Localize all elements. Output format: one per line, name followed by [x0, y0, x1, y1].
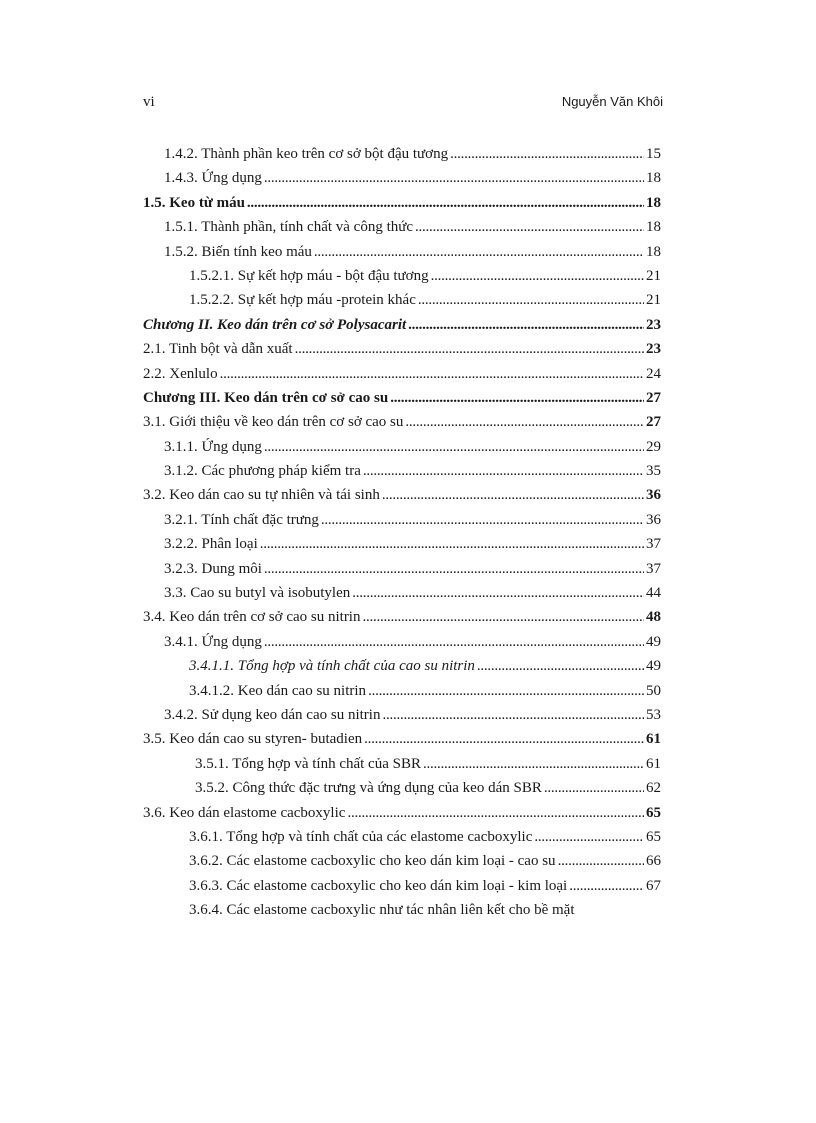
- toc-entry: [143, 366, 661, 390]
- toc-entry: [143, 219, 661, 243]
- toc-entry-label: 3.6.4. Các elastome cacboxylic như tác nhân liên kết cho bề mặt: [189, 902, 575, 919]
- toc-entry-page: 18: [646, 170, 661, 187]
- toc-entry-label: 3.2.1. Tính chất đặc trưng: [164, 511, 319, 528]
- toc-entry: [143, 292, 661, 316]
- toc-entry: [143, 585, 661, 609]
- toc-entry-label: 3.4. Keo dán trên cơ sở cao su nitrin: [143, 609, 361, 626]
- toc-entry-label: 3.6.3. Các elastome cacboxylic cho keo dán kim loại - kim loại: [189, 877, 568, 894]
- toc-entry-page: 36: [646, 511, 661, 528]
- toc-entry: [143, 536, 661, 560]
- toc-entry-label: 3.6.1. Tổng hợp và tính chất của các elastome cacboxylic: [189, 828, 533, 845]
- dot-leader: [477, 658, 644, 675]
- toc-entry-page: 18: [646, 219, 661, 236]
- toc-entry: [143, 829, 661, 853]
- toc-entry-label: 2.2. Xenlulo: [143, 365, 218, 382]
- toc-entry: [143, 439, 661, 463]
- toc-entry-label: 3.3. Cao su butyl và isobutylen: [164, 585, 351, 602]
- toc-entry-page: 21: [646, 267, 661, 284]
- dot-leader: [264, 634, 644, 651]
- toc-entry-label: 3.1. Giới thiệu về keo dán trên cơ sở cao su: [143, 414, 404, 431]
- dot-leader: [321, 512, 644, 529]
- toc-entry: [143, 683, 661, 707]
- toc-entry-label: 3.1.2. Các phương pháp kiểm tra: [164, 463, 361, 480]
- toc-entry: [143, 561, 661, 585]
- toc-entry-page: 67: [646, 877, 661, 894]
- toc-entry-label: 1.4.2. Thành phần keo trên cơ sở bột đậu tương: [164, 146, 449, 162]
- toc-entry-page: 50: [646, 682, 661, 699]
- dot-leader: [314, 244, 644, 261]
- toc-entry-page: 37: [646, 560, 661, 577]
- toc-entry: [143, 634, 661, 658]
- toc-entry-page: 44: [646, 585, 661, 602]
- toc-entry: [143, 341, 661, 365]
- dot-leader: [264, 439, 644, 456]
- dot-leader: [423, 756, 644, 773]
- dot-leader: [363, 463, 644, 480]
- toc-entry: [143, 268, 661, 292]
- toc-entry-page: 49: [646, 658, 661, 675]
- toc-entry: [143, 390, 661, 414]
- toc-entry-page: 66: [646, 853, 661, 870]
- dot-leader: [408, 317, 644, 334]
- toc-entry: [143, 707, 661, 731]
- toc-entry: [143, 170, 661, 194]
- dot-leader: [362, 609, 644, 626]
- toc-entry-label: 3.4.1. Ứng dụng: [164, 633, 262, 650]
- toc-entry: [143, 487, 661, 511]
- toc-entry-label: 1.5. Keo từ máu: [143, 194, 245, 211]
- toc-entry: [143, 878, 661, 902]
- dot-leader: [295, 341, 644, 358]
- toc-entry-page: 27: [646, 389, 661, 406]
- toc-entry-label: 3.5.2. Công thức đặc trưng và ứng dụng của keo dán SBR: [195, 780, 542, 797]
- toc-entry-page: 23: [646, 316, 661, 333]
- toc-entry-label: 1.4.3. Ứng dụng: [164, 170, 262, 187]
- dot-leader: [382, 487, 644, 504]
- dot-leader: [347, 805, 644, 822]
- dot-leader: [569, 878, 644, 895]
- toc-entry-page: 48: [646, 609, 661, 626]
- toc-entry: [143, 414, 661, 438]
- toc-entry-label: 3.2. Keo dán cao su tự nhiên và tái sinh: [143, 487, 380, 504]
- dot-leader: [368, 683, 644, 700]
- toc-entry-page: 36: [646, 487, 661, 504]
- toc-entry-page: 23: [646, 341, 661, 358]
- toc-entry: [143, 463, 661, 487]
- toc-entry-page: 29: [646, 438, 661, 455]
- dot-leader: [264, 561, 644, 578]
- page-number: vi: [143, 94, 155, 110]
- dot-leader: [220, 366, 644, 383]
- toc-entry: [143, 756, 661, 780]
- toc-entry-page: 53: [646, 706, 661, 723]
- toc-entry-label: 3.4.1.1. Tổng hợp và tính chất của cao su nitrin: [189, 658, 475, 675]
- toc-entry-label: Chương II. Keo dán trên cơ sở Polysacarit: [143, 316, 407, 333]
- toc-entry: [143, 853, 661, 877]
- toc-entry-label: 1.5.2.1. Sự kết hợp máu - bột đậu tương: [189, 267, 429, 284]
- toc-entry-page: 49: [646, 633, 661, 650]
- dot-leader: [558, 853, 644, 870]
- dot-leader: [352, 585, 644, 602]
- running-head-author: Nguyễn Văn Khôi: [561, 94, 663, 109]
- dot-leader: [364, 731, 644, 748]
- dot-leader: [418, 292, 644, 309]
- toc-entry: [143, 512, 661, 536]
- dot-leader: [264, 170, 644, 187]
- toc-entry-label: 1.5.2. Biến tính keo máu: [164, 243, 312, 260]
- toc-entry-page: 37: [646, 536, 661, 553]
- toc-entry-label: 3.5. Keo dán cao su styren- butadien: [143, 731, 363, 748]
- dot-leader: [415, 219, 644, 236]
- toc-entry-page: 61: [646, 755, 661, 772]
- toc-entry-label: 2.1. Tinh bột và dẫn xuất: [143, 341, 293, 358]
- toc-entry-page: 27: [646, 414, 661, 431]
- toc-entry-page: 62: [646, 780, 661, 797]
- toc-entry-label: 3.2.3. Dung môi: [164, 560, 262, 577]
- toc-entry-label: 1.5.1. Thành phần, tính chất và công thức: [164, 219, 414, 236]
- toc-entry-label: 3.2.2. Phân loại: [164, 536, 258, 553]
- dot-leader: [534, 829, 644, 846]
- dot-leader: [544, 780, 644, 797]
- toc-entry-page: 65: [646, 828, 661, 845]
- toc-entry-page: 21: [646, 292, 661, 309]
- dot-leader: [247, 195, 644, 212]
- toc-entry: [143, 902, 661, 926]
- toc-entry: [143, 805, 661, 829]
- dot-leader: [405, 414, 644, 431]
- dot-leader: [390, 390, 644, 407]
- dot-leader: [450, 146, 644, 163]
- toc-entry-label: 3.6.2. Các elastome cacboxylic cho keo dán kim loại - cao su: [189, 853, 556, 870]
- toc-entry: [143, 195, 661, 219]
- toc-entry-label: Chương III. Keo dán trên cơ sở cao su: [143, 389, 389, 406]
- toc-entry-page: 15: [646, 146, 661, 162]
- toc-entry: [143, 658, 661, 682]
- toc-entry-label: 3.4.1.2. Keo dán cao su nitrin: [189, 682, 367, 699]
- toc-entry-label: 3.5.1. Tổng hợp và tính chất của SBR: [195, 755, 421, 772]
- toc-entry: [143, 244, 661, 268]
- toc-entry-label: 3.6. Keo dán elastome cacboxylic: [143, 804, 346, 821]
- toc-entry: [143, 731, 661, 755]
- toc-entry-page: 65: [646, 804, 661, 821]
- toc-entry: [143, 780, 661, 804]
- toc-entry-page: 61: [646, 731, 661, 748]
- dot-leader: [431, 268, 644, 285]
- toc-entry-label: 1.5.2.2. Sự kết hợp máu -protein khác: [189, 292, 416, 309]
- toc-entry-label: 3.4.2. Sử dụng keo dán cao su nitrin: [164, 706, 381, 723]
- toc-entry-page: 35: [646, 463, 661, 480]
- toc-entry: [143, 609, 661, 633]
- toc-entry: [143, 146, 661, 170]
- toc-entry-label: 3.1.1. Ứng dụng: [164, 438, 262, 455]
- toc-entry-page: 24: [646, 365, 661, 382]
- dot-leader: [260, 536, 644, 553]
- page-header: [143, 94, 663, 114]
- dot-leader: [382, 707, 644, 724]
- toc-entry: [143, 317, 661, 341]
- table-of-contents: [143, 146, 661, 927]
- toc-entry-page: 18: [646, 243, 661, 260]
- toc-entry-page: 18: [646, 194, 661, 211]
